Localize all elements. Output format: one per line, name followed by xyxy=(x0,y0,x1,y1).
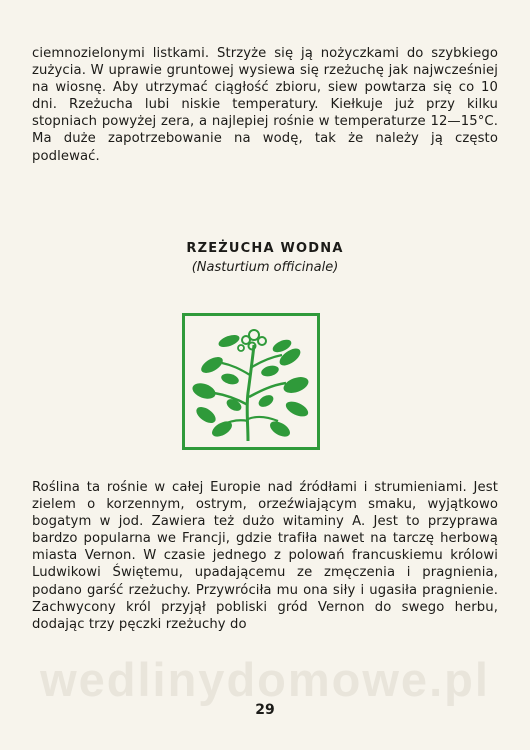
watercress-illustration xyxy=(182,313,320,450)
watermark: wedlinydomowe.pl xyxy=(40,653,490,706)
section-heading: RZEŻUCHA WODNA xyxy=(186,241,344,256)
body-paragraph-1: ciemnozielonymi listkami. Strzyże się ją nożyczkami do szybkiego zużycia. W uprawie gruntowej wysiewa się rzeżuchę jak najwcześniej na wiosnę. Aby utrzymać ciągłość zbioru, siew powtarza się co 10 dni. Rzeżucha lubi niskie temperatury. Kiełkuje już przy kilku stopniach powyżej zera, a najlepiej rośnie w temperaturze 12—15°C. Ma duże zapotrzebowanie na wodę, tak że należy ją często podlewać. xyxy=(32,46,498,164)
body-paragraph-2: Roślina ta rośnie w całej Europie nad źródłami i strumieniami. Jest zielem o korzennym, ostrym, orzeźwiającym smaku, wyjątkowo bogatym w jod. Zawiera też dużo witaminy A. Jest to przyprawa bardzo popularna we Francji, gdzie trafiła nawet na tarczę herbową miasta Vernon. W czasie jednego z polowań francuskiemu królowi Ludwikowi Świętemu, upadającemu ze zmęczenia i pragnienia, podano garść rzeżuchy. Przywróciła mu ona siły i ugasiła pragnienie. Zachwycony król przyjął pobliski gród Vernon do swego herbu, dodając trzy pęczki rzeżuchy do xyxy=(32,480,498,632)
watercress-sprig-icon xyxy=(182,313,320,450)
latin-name: (Nasturtium officinale) xyxy=(191,260,339,275)
page-number: 29 xyxy=(255,702,275,718)
